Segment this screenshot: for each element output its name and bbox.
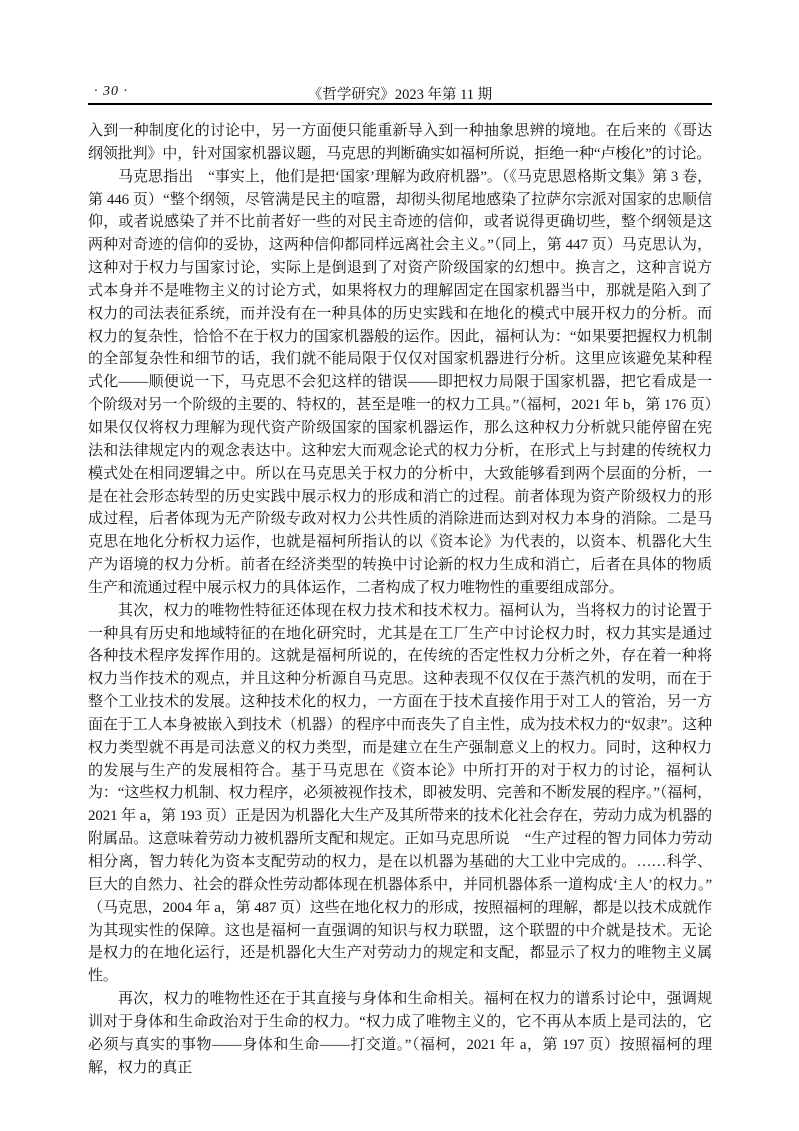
journal-title: 《哲学研究》2023 年第 11 期: [307, 87, 493, 103]
paragraph: 马克思指出 “事实上，他们是把‘国家’理解为政府机器”。（《马克思恩格斯文集》第 3 卷，第 446 页）“整个纲领，尽管满是民主的喧嚣，却彻头彻尾地感染了拉萨尔宗派对国家的忠顺信仰，或者说感染了并不比前者好一些的对民主奇迹的信仰，或者说得更确切些，整个纲领是这两种对奇迹的信仰的妥协，这两种信仰都同样远离社会主义。”（同上，第 447 页）马克思认为，这种对于权力与国家讨论，实际上是倒退到了对资产阶级国家的幻想中。换言之，这种言说方式本身并不是唯物主义的讨论方式，如果将权力的理解固定在国家机器当中，那就是陷入到了权力的司法表征系统，而并没有在一种具体的历史实践和在地化的模式中展开权力的分析。而权力的复杂性，恰恰不在于权力的国家机器般的运作。因此，福柯认为：“如果要把握权力机制的全部复杂性和细节的话，我们就不能局限于仅仅对国家机器进行分析。这里应该避免某种程式化——顺便说一下，马克思不会犯这样的错误——即把权力局限于国家机器，把它看成是一个阶级对另一个阶级的主要的、特权的，甚至是唯一的权力工具。”（福柯，2021 年 b，第 176 页）如果仅仅将权力理解为现代资产阶级国家的国家机器运作，那么这种权力分析就只能停留在宪法和法律规定内的观念表达中。这种宏大而观念论式的权力分析，在形式上与封建的传统权力模式处在相同逻辑之中。所以在马克思关于权力的分析中，大致能够看到两个层面的分析，一是在社会形态转型的历史实践中展示权力的形成和消亡的过程。前者体现为资产阶级权力的形成过程，后者体现为无产阶级专政对权力公共性质的消除进而达到对权力本身的消除。二是马克思在地化分析权力运作，也就是福柯所指认的以《资本论》为代表的，以资本、机器化大生产为语境的权力分析。前者在经济类型的转换中讨论新的权力生成和消亡，后者在具体的物质生产和流通过程中展示权力的具体运作，二者构成了权力唯物性的重要组成部分。: [88, 168, 712, 596]
paragraph: 再次，权力的唯物性还在于其直接与身体和生命相关。福柯在权力的谱系讨论中，强调规训对于身体和生命政治对于生命的权力。“权力成了唯物主义的，它不再从本质上是司法的，它必须与真实的事物——身体和生命——打交道。”（福柯，2021 年 a，第 197 页）按照福柯的理解，权力的真正: [88, 991, 712, 1076]
page-header: [88, 83, 712, 103]
page-number: · 30 ·: [94, 84, 128, 99]
paragraph: 入到一种制度化的讨论中，另一方面便只能重新导入到一种抽象思辨的境地。在后来的《哥达纲领批判》中，针对国家机器议题，马克思的判断确实如福柯所说，拒绝一种“卢梭化”的讨论。: [88, 123, 712, 162]
header-rule: [88, 103, 712, 105]
paragraph: 其次，权力的唯物性特征还体现在权力技术和技术权力。福柯认为，当将权力的讨论置于一种具有历史和地域特征的在地化研究时，尤其是在工厂生产中讨论权力时，权力其实是通过各种技术程序发挥作用的。这就是福柯所说的，在传统的否定性权力分析之外，存在着一种将权力当作技术的观点，并且这种分析源自马克思。这种表现不仅仅在于蒸汽机的发明，而在于整个工业技术的发展。这种技术化的权力，一方面在于技术直接作用于对工人的管治，另一方面在于工人本身被嵌入到技术（机器）的程序中而丧失了自主性，成为技术权力的“奴隶”。这种权力类型就不再是司法意义的权力类型，而是建立在生产强制意义上的权力。同时，这种权力的发展与生产的发展相符合。基于马克思在《资本论》中所打开的对于权力的讨论，福柯认为：“这些权力机制、权力程序，必须被视作技术，即被发明、完善和不断发展的程序。”（福柯，2021 年 a，第 193 页）正是因为机器化大生产及其所带来的技术化社会存在，劳动力成为机器的附属品。这意味着劳动力被机器所支配和规定。正如马克思所说 “生产过程的智力同体力劳动相分离，智力转化为资本支配劳动的权力，是在以机器为基础的大工业中完成的。……科学、巨大的自然力、社会的群众性劳动都体现在机器体系中，并同机器体系一道构成‘主人’的权力。”（马克思，2004 年 a，第 487 页）这些在地化权力的形成，按照福柯的理解，都是以技术成就作为其现实性的保障。这也是福柯一直强调的知识与权力联盟，这个联盟的中介就是技术。无论是权力的在地化运行，还是机器化大生产对劳动力的规定和支配，都显示了权力的唯物主义属性。: [88, 602, 712, 985]
article-body: [88, 120, 712, 1079]
